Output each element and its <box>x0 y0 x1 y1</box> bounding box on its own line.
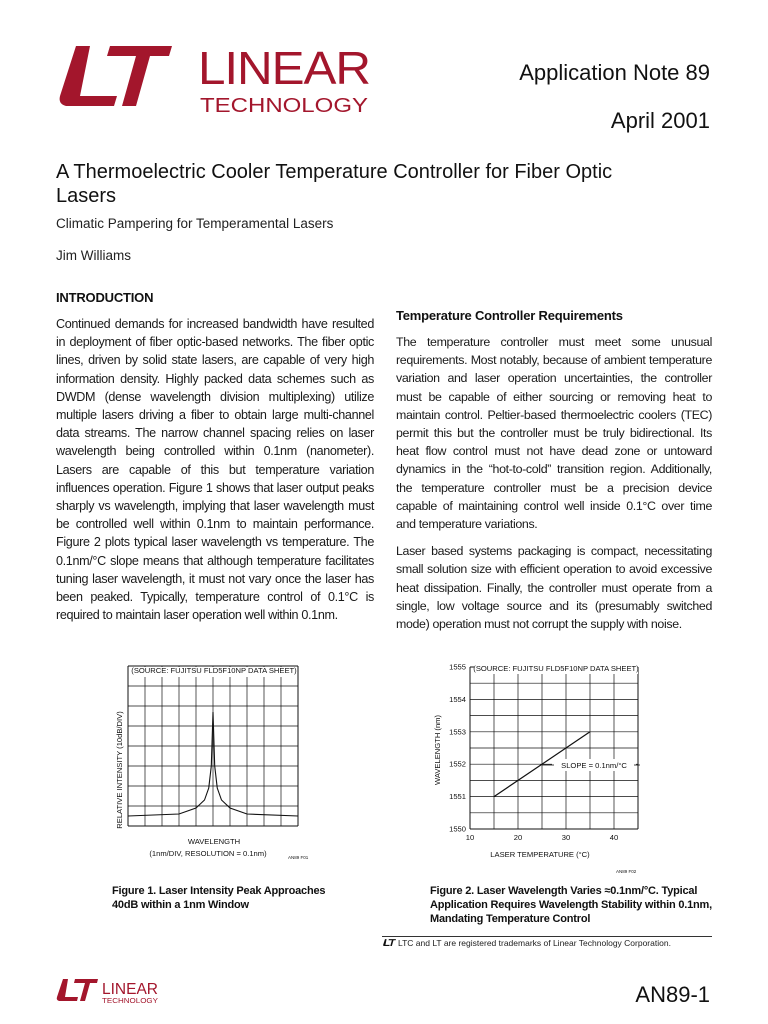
requirements-paragraph-2: Laser based systems packaging is compact, necessitating small solution size with efficient operation to avoid excessive heat dissipation. Finally, the controller must operate from a single, low voltage source and its (presumably switched mode) operation must not corrupt the supply with noise. <box>396 544 712 632</box>
figure-2-y-axis-label: WAVELENGTH (nm) <box>433 714 442 786</box>
figure-2-x-tick-label: 20 <box>513 833 523 842</box>
figure-2-y-tick-label: 1550 <box>449 824 466 834</box>
logo-linear-text: LINEAR <box>198 42 370 94</box>
figure-2-caption: Figure 2. Laser Wavelength Varies ≈0.1nm/°C. Typical Application Requires Wavelength Stability within 0.1nm, Mandating Temperature Control <box>430 885 712 925</box>
figure-1-x-axis-label: WAVELENGTH <box>187 837 241 846</box>
figure-2-x-ticks <box>466 833 618 842</box>
figure-1-grid <box>128 666 298 826</box>
trademark-text: LTC and LT are registered trademarks of Linear Technology Corporation. <box>398 938 671 948</box>
application-note-number: Application Note 89 <box>519 60 710 85</box>
figure-2-y-ticks <box>449 663 466 834</box>
author-name: Jim Williams <box>56 248 131 263</box>
figure-1-caption: Figure 1. Laser Intensity Peak Approaches 40dB within a 1nm Window <box>112 885 326 911</box>
trademark-rule <box>382 936 712 937</box>
figure-2-chart <box>430 655 660 885</box>
lt-mini-logo-icon <box>382 939 396 947</box>
intro-paragraph: Continued demands for increased bandwidth have resulted in deployment of fiber optic-based networks. The fiber optic lines, driven by solid state lasers, are capable of very high information density. Highly packed data schemes such as DWDM (dense wavelength division multiplexing) utilize multiple lasers driving a fiber to obtain large multi-channel data streams. The narrow channel spacing relies on laser wavelength being controlled within 0.1nm (nanometer). Lasers are capable of this but temperature variation influences operation. Figure 1 shows that laser output peaks sharply vs wavelength, implying that laser wavelength must be controlled well within 0.1nm to maintain performance. Figure 2 plots typical laser wavelength vs temperature. The 0.1nm/°C slope means that although temperature facilitates tuning laser wavelength, it must not vary once the laser has been peaked. Typically, temperature control of 0.1°C is required to maintain laser operation well within 0.1nm. <box>56 317 374 623</box>
figure-1-source-label: (SOURCE: FUJITSU FLD5F10NP DATA SHEET) <box>131 666 297 675</box>
figure-2-source-label: (SOURCE: FUJITSU FLD5F10NP DATA SHEET) <box>473 664 639 673</box>
linear-technology-logo <box>50 38 380 118</box>
figure-1-code: AN89 F01 <box>288 855 309 860</box>
figure-2-y-tick-label: 1555 <box>449 662 466 672</box>
footer-logo <box>54 976 164 1006</box>
figure-1-x-axis-sublabel: (1nm/DIV, RESOLUTION = 0.1nm) <box>149 849 267 858</box>
page-title: A Thermoelectric Cooler Temperature Controller for Fiber Optic Lasers <box>56 161 613 207</box>
figure-2-y-tick-label: 1554 <box>449 694 466 704</box>
figure-1-y-axis-label: RELATIVE INTENSITY (10dB/DIV) <box>115 711 124 829</box>
left-column <box>56 290 374 633</box>
logo-technology-text: TECHNOLOGY <box>200 95 368 117</box>
figure-2-y-tick-label: 1552 <box>449 759 466 769</box>
footer-logo-linear-text: LINEAR <box>102 981 158 998</box>
right-column <box>396 308 712 642</box>
figure-1-chart <box>110 660 325 865</box>
section-heading-requirements: Temperature Controller Requirements <box>396 308 623 323</box>
page-subtitle: Climatic Pampering for Temperamental Lasers <box>56 216 334 231</box>
publication-date: April 2001 <box>610 108 710 133</box>
requirements-paragraph-1: The temperature controller must meet some unusual requirements. Most notably, because of ambient temperature variation and laser operation uncertainties, the controller must be capable of either sourcing or removing heat to maintain control. Peltier-based thermoelectric coolers (TEC) permit this but the controller must be truly bidirectional. Its heat flow control must not have dead zone or untoward dynamics in the “hot-to-cold” transition region. Additionally, the temperature controller must be a precision device capable of maintaining control well inside 0.1°C over time and temperature variations. <box>396 335 712 532</box>
page-number: AN89-1 <box>635 982 710 1007</box>
figure-2-x-tick-label: 40 <box>609 833 619 842</box>
logo-mark-t <box>107 46 172 106</box>
figure-2-y-tick-label: 1551 <box>449 792 466 802</box>
figure-2-x-tick-label: 10 <box>465 833 475 842</box>
figure-2-code: AN89 F02 <box>616 869 637 874</box>
section-heading-introduction: INTRODUCTION <box>56 290 154 305</box>
figure-2-slope-annotation: SLOPE = 0.1nm/°C <box>561 761 627 770</box>
footer-logo-technology-text: TECHNOLOGY <box>102 998 159 1005</box>
figure-2-grid <box>470 667 638 829</box>
figure-2-x-tick-label: 30 <box>561 833 571 842</box>
trademark-notice <box>382 938 671 948</box>
figure-2-y-tick-label: 1553 <box>449 727 466 737</box>
figure-2-x-axis-label: LASER TEMPERATURE (°C) <box>490 850 590 859</box>
